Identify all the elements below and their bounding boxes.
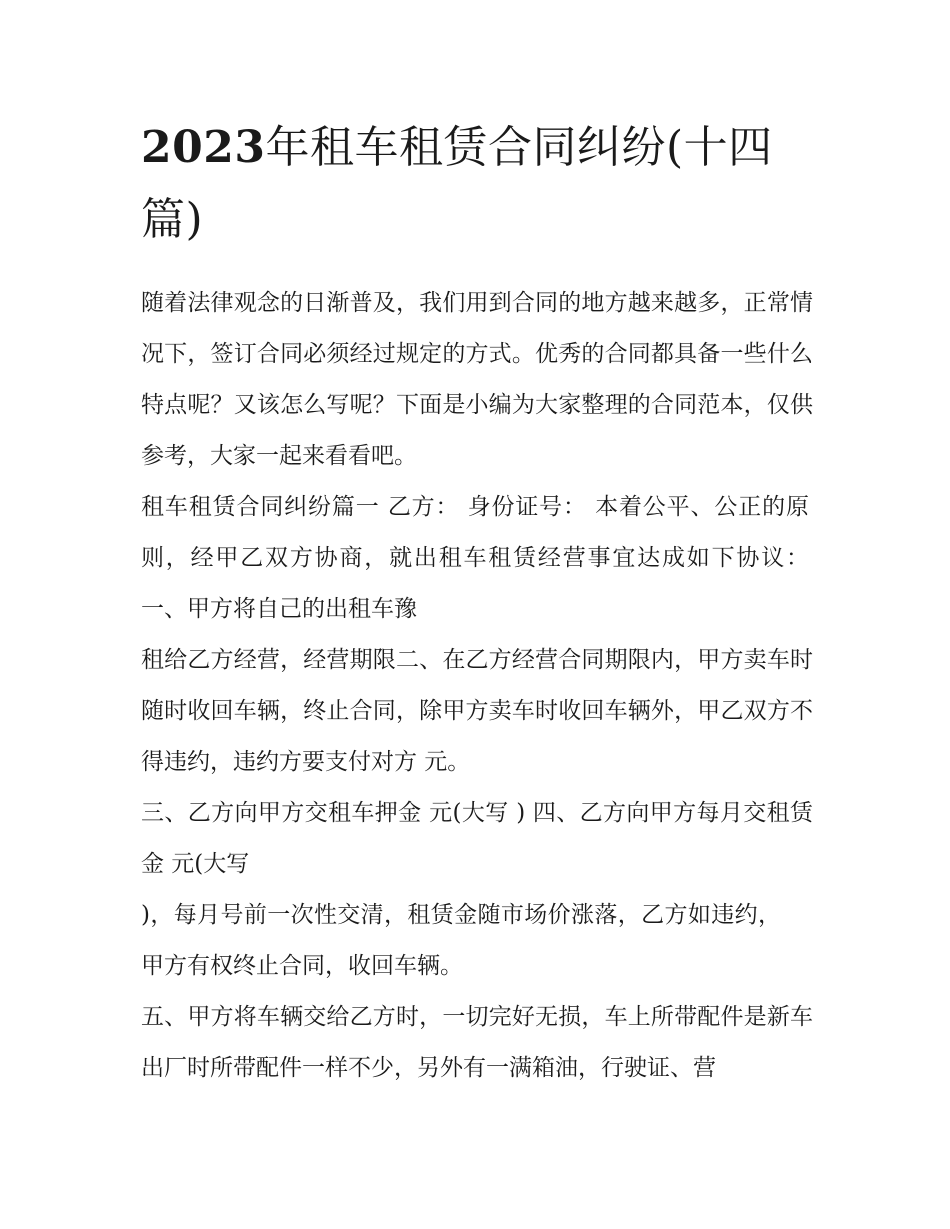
paragraph-article-one: 租车租赁合同纠纷篇一 乙方： 身份证号： 本着公平、公正的原则，经甲乙双方协商，就出租车租赁经营事宜达成如下协议： 一、甲方将自己的出租车豫	[141, 494, 809, 622]
paragraph-article-three-four: 三、乙方向甲方交租车押金 元(大写 ) 四、乙方向甲方每月交租赁金 元(大写	[141, 800, 813, 877]
paragraph-article-five: 五、甲方将车辆交给乙方时，一切完好无损，车上所带配件是新车出厂时所带配件一样不少，另外有一满箱油，行驶证、营	[141, 1004, 813, 1081]
paragraph-intro: 随着法律观念的日渐普及，我们用到合同的地方越来越多，正常情况下，签订合同必须经过规定的方式。优秀的合同都具备一些什么特点呢？又该怎么写呢？下面是小编为大家整理的合同范本，仅供参考，大家一起来看看吧。	[141, 290, 813, 469]
document-page	[141, 112, 813, 1094]
title-year: 2023	[141, 122, 266, 173]
document-title	[141, 112, 813, 256]
paragraph-article-two: 租给乙方经营，经营期限二、在乙方经营合同期限内，甲方卖车时随时收回车辆，终止合同，除甲方卖车时收回车辆外，甲乙双方不得违约，违约方要支付对方 元。	[141, 647, 813, 775]
title-text: 年租车租赁合同纠纷(十四篇)	[141, 122, 773, 245]
paragraph-article-four-cont: )，每月号前一次性交清，租赁金随市场价涨落，乙方如违约，甲方有权终止合同，收回车辆。	[141, 902, 781, 979]
